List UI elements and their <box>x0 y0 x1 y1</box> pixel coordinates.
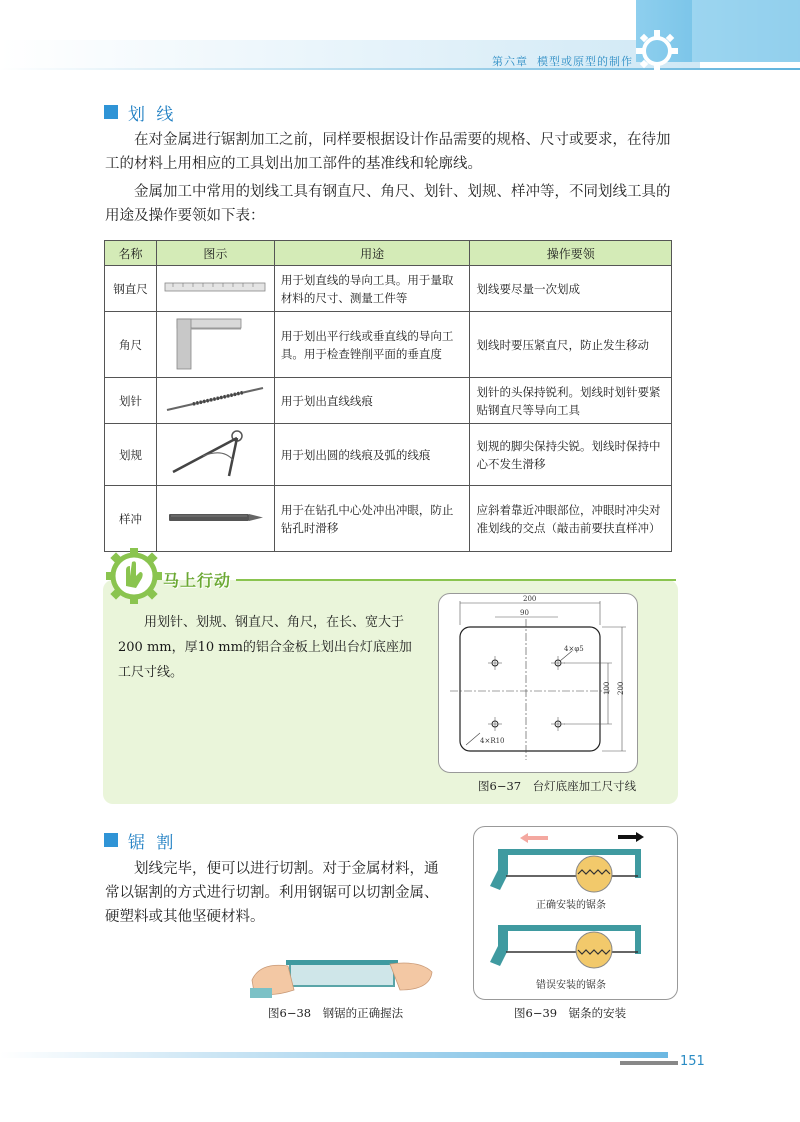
action-rule <box>236 579 676 581</box>
radius-note: 4×R10 <box>480 737 505 745</box>
label-wrong: 错误安装的锯条 <box>536 980 606 991</box>
scriber-icon <box>163 382 267 416</box>
figure-caption-6-37: 图6−37 台灯底座加工尺寸线 <box>478 779 637 793</box>
page-number: 151 <box>680 1054 705 1069</box>
header-color-block-light <box>692 0 800 62</box>
tool-figure <box>156 424 274 486</box>
tool-tip: 应斜着靠近冲眼部位，冲眼时冲尖对准划线的交点（敲击前要扶直样冲） <box>470 486 672 552</box>
tool-name: 划针 <box>105 378 157 424</box>
hole-note: 4×φ5 <box>564 645 584 653</box>
paragraph-marking-tools: 金属加工中常用的划线工具有钢直尺、角尺、划针、划规、样冲等，不同划线工具的用途及操作要领如下表： <box>105 184 671 224</box>
tool-use: 用于划出平行线或垂直线的导向工具。用于检查锉削平面的垂直度 <box>274 312 470 378</box>
dim-200-label: 200 <box>523 595 537 603</box>
section-marker <box>104 833 118 847</box>
dim-100-label: 100 <box>603 681 611 695</box>
tool-name: 钢直尺 <box>105 266 157 312</box>
dim-90-label: 90 <box>520 609 529 617</box>
footer-rule <box>0 1052 668 1058</box>
try-square-icon <box>163 315 267 371</box>
table-row <box>105 378 672 424</box>
action-label: 马上行动 <box>163 571 232 590</box>
paragraph-sawing: 划线完毕，便可以进行切割。对于金属材料，通常以锯割的方式进行切割。利用钢锯可以切割金属、硬塑料或其他坚硬材料。 <box>105 861 439 925</box>
tool-name: 样冲 <box>105 486 157 552</box>
section-title-marking: 划 线 <box>128 105 177 125</box>
marking-tools-table <box>104 240 672 552</box>
chapter-title: 模型或原型的制作 <box>537 55 633 68</box>
tool-name: 角尺 <box>105 312 157 378</box>
action-gear-hand-icon <box>106 548 164 604</box>
tool-figure <box>156 378 274 424</box>
paragraph-marking-intro: 在对金属进行锯割加工之前，同样要根据设计作品需要的规格、尺寸或要求，在待加工的材料上用相应的工具划出加工部件的基准线和轮廓线。 <box>105 132 671 172</box>
chapter-label: 第六章 <box>492 55 528 68</box>
figure-caption-6-39: 图6−39 锯条的安装 <box>514 1006 627 1020</box>
divider-compass-icon <box>163 426 267 480</box>
action-text: 用划针、划规、钢直尺、角尺，在长、宽大于200 mm，厚10 mm的铝合金板上划出台灯底座加工尺寸线。 <box>118 615 412 680</box>
tool-figure <box>156 312 274 378</box>
gear-icon <box>633 27 685 71</box>
footer-gray-bar <box>620 1061 678 1065</box>
table-row <box>105 312 672 378</box>
header-use: 用途 <box>274 241 470 266</box>
label-correct: 正确安装的锯条 <box>536 900 606 911</box>
tool-tip: 划规的脚尖保持尖锐。划线时保持中心不发生滑移 <box>470 424 672 486</box>
steel-ruler-icon <box>163 277 267 297</box>
tool-figure <box>156 266 274 312</box>
header-figure: 图示 <box>156 241 274 266</box>
direction-arrows <box>520 832 644 843</box>
center-punch-icon <box>163 507 267 527</box>
tool-use: 用于划出圆的线痕及弧的线痕 <box>274 424 470 486</box>
tool-use: 用于在钻孔中心处冲出冲眼，防止钻孔时滑移 <box>274 486 470 552</box>
saw-grip-illustration <box>250 950 435 1002</box>
header-name: 名称 <box>105 241 157 266</box>
header-tips: 操作要领 <box>470 241 672 266</box>
tool-tip: 划针的头保持锐利。划线时划针要紧贴钢直尺等导向工具 <box>470 378 672 424</box>
tool-use: 用于划出直线线痕 <box>274 378 470 424</box>
dim-200-v-label: 200 <box>617 681 625 695</box>
tool-name: 划规 <box>105 424 157 486</box>
tool-use: 用于划直线的导向工具。用于量取材料的尺寸、测量工件等 <box>274 266 470 312</box>
correct-saw-icon <box>490 852 638 892</box>
blade-install-illustration <box>478 830 674 994</box>
section-marker <box>104 105 118 119</box>
table-row <box>105 424 672 486</box>
base-dimension-drawing <box>440 595 636 771</box>
figure-caption-6-38: 图6−38 钢锯的正确握法 <box>268 1006 404 1020</box>
table-header-row <box>105 241 672 266</box>
table-row <box>105 266 672 312</box>
tool-tip: 划线要尽量一次划成 <box>470 266 672 312</box>
table-row <box>105 486 672 552</box>
header-title <box>492 53 633 69</box>
tool-tip: 划线时要压紧直尺，防止发生移动 <box>470 312 672 378</box>
section-title-sawing: 锯 割 <box>128 833 177 853</box>
tool-figure <box>156 486 274 552</box>
wrong-saw-icon <box>490 928 638 968</box>
